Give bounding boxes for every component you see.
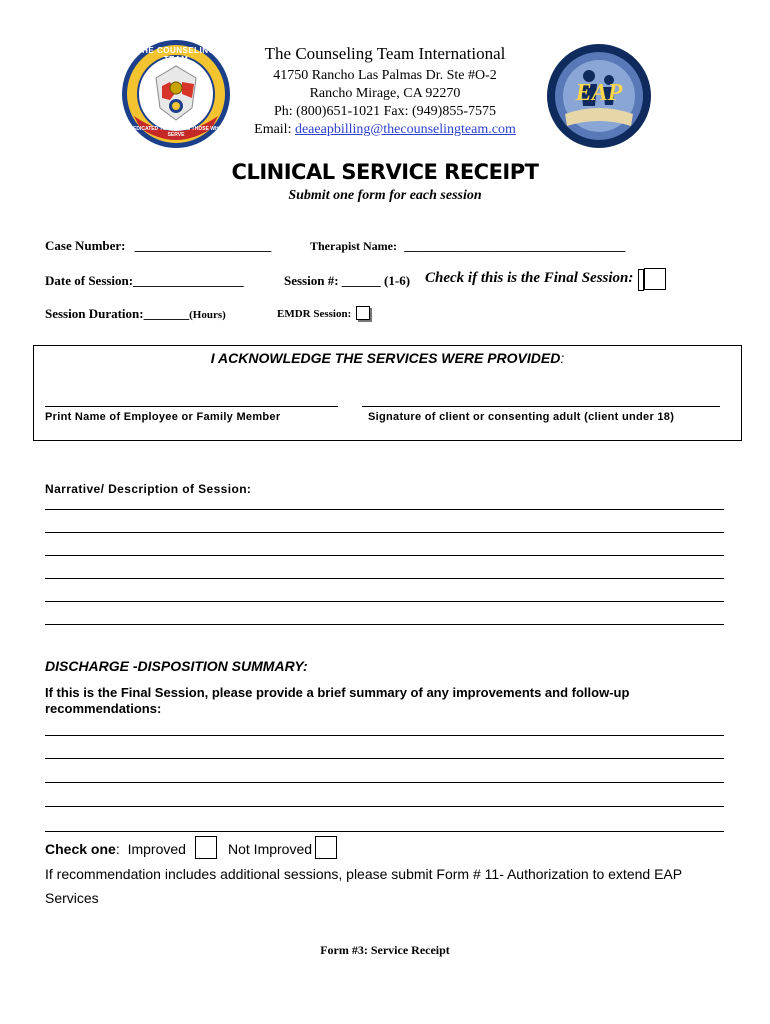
therapist-name-blank[interactable]: __________________________________ bbox=[404, 238, 626, 253]
email-line bbox=[185, 121, 585, 139]
additional-sessions-note-line2: Services bbox=[45, 890, 99, 906]
final-session-colon: : bbox=[628, 270, 634, 286]
date-of-session-label: Date of Session: bbox=[45, 273, 134, 288]
address-line-2: Rancho Mirage, CA 92270 bbox=[309, 86, 461, 101]
not-improved-checkbox[interactable] bbox=[315, 836, 337, 859]
org-name: The Counseling Team International bbox=[264, 44, 506, 63]
left-logo-ribbon: DEDICATED TO SERVING THOSE WHO SERVE bbox=[129, 126, 223, 138]
narrative-label: Narrative/ Description of Session: bbox=[45, 482, 252, 496]
acknowledgement-title-text: I ACKNOWLEDGE THE SERVICES WERE PROVIDED bbox=[210, 350, 561, 366]
session-number-label: Session #: bbox=[284, 273, 339, 288]
date-of-session-field[interactable] bbox=[45, 273, 244, 289]
discharge-line[interactable] bbox=[45, 735, 724, 736]
therapist-name-label: Therapist Name: bbox=[310, 239, 397, 253]
narrative-line[interactable] bbox=[45, 555, 724, 556]
discharge-line[interactable] bbox=[45, 806, 724, 807]
email-link[interactable]: deaeapbilling@thecounselingteam.com bbox=[294, 122, 516, 137]
check-one-row bbox=[45, 841, 186, 857]
final-session-field bbox=[425, 270, 633, 287]
final-session-label: Check if this is the Final Session bbox=[425, 270, 629, 286]
improved-label: Improved bbox=[127, 841, 186, 857]
session-duration-field[interactable] bbox=[45, 306, 226, 322]
case-number-blank[interactable]: _____________________ bbox=[134, 238, 272, 253]
form-title: CLINICAL SERVICE RECEIPT bbox=[231, 160, 539, 184]
check-one-label: Check one bbox=[45, 841, 116, 857]
discharge-line[interactable] bbox=[45, 758, 724, 759]
case-number-field[interactable] bbox=[45, 238, 271, 254]
session-duration-label: Session Duration: bbox=[45, 306, 144, 321]
acknowledgement-title bbox=[33, 350, 742, 366]
signature-line[interactable] bbox=[362, 406, 720, 407]
signature-label: Signature of client or consenting adult (client under 18) bbox=[368, 411, 675, 423]
session-number-blank[interactable]: ______ bbox=[341, 273, 381, 288]
improved-checkbox[interactable] bbox=[195, 836, 217, 859]
session-number-range: (1-6) bbox=[384, 273, 411, 288]
right-logo-text: EAP bbox=[575, 80, 623, 106]
discharge-description: If this is the Final Session, please provide a brief summary of any improvements and follow-up recommendations: bbox=[45, 685, 630, 716]
narrative-line[interactable] bbox=[45, 509, 724, 510]
additional-sessions-note-line1: If recommendation includes additional sessions, please submit Form # 11- Authorization to extend EAP bbox=[45, 866, 683, 882]
narrative-line[interactable] bbox=[45, 578, 724, 579]
case-number-label: Case Number: bbox=[45, 238, 126, 253]
therapist-name-field[interactable] bbox=[310, 238, 625, 254]
left-logo-text: THE COUNSELING TEAM bbox=[136, 46, 216, 64]
discharge-title: DISCHARGE -DISPOSITION SUMMARY: bbox=[45, 658, 308, 674]
final-session-checkbox[interactable] bbox=[644, 268, 666, 290]
address-line-1: 41750 Rancho Las Palmas Dr. Ste #O-2 bbox=[273, 68, 497, 83]
session-duration-blank[interactable]: _______ bbox=[143, 306, 190, 321]
print-name-label: Print Name of Employee or Family Member bbox=[45, 411, 281, 423]
not-improved-label: Not Improved bbox=[228, 841, 313, 857]
discharge-line[interactable] bbox=[45, 782, 724, 783]
emdr-session-checkbox[interactable] bbox=[356, 306, 370, 320]
session-number-field[interactable] bbox=[284, 273, 410, 289]
narrative-line[interactable] bbox=[45, 624, 724, 625]
discharge-line[interactable] bbox=[45, 831, 724, 832]
date-of-session-blank[interactable]: _________________ bbox=[133, 273, 244, 288]
check-one-colon: : bbox=[115, 841, 120, 857]
narrative-line[interactable] bbox=[45, 601, 724, 602]
emdr-session-label: EMDR Session: bbox=[277, 308, 352, 320]
form-subtitle: Submit one form for each session bbox=[288, 188, 482, 203]
narrative-line[interactable] bbox=[45, 532, 724, 533]
session-duration-unit: (Hours) bbox=[189, 309, 226, 321]
email-label: Email: bbox=[254, 122, 292, 137]
print-name-line[interactable] bbox=[45, 406, 338, 407]
form-footer: Form #3: Service Receipt bbox=[320, 943, 450, 957]
phone-fax: Ph: (800)651-1021 Fax: (949)855-7575 bbox=[273, 104, 497, 119]
acknowledgement-title-colon: : bbox=[560, 350, 565, 366]
